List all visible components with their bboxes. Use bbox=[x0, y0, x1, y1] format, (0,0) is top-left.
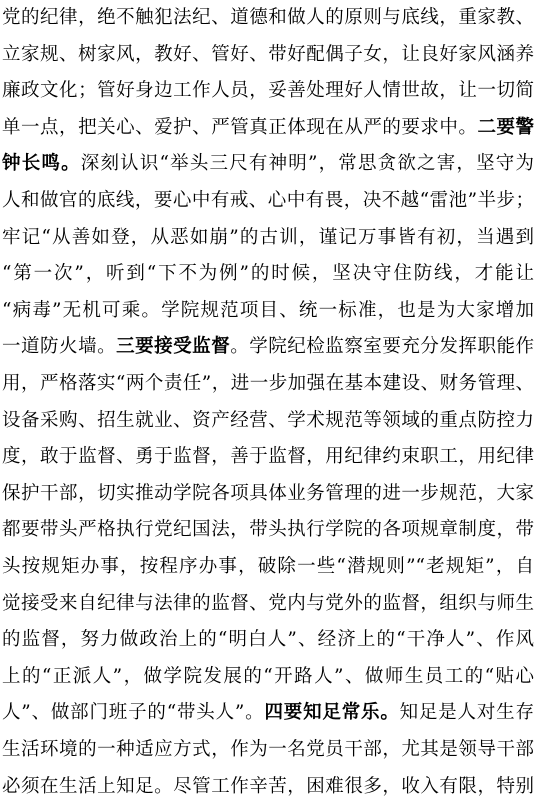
text-line bbox=[2, 0, 534, 36]
body-text: 的监督，努力做政治上的“明白人”、经济上的“干净人”、作风 bbox=[2, 629, 534, 651]
text-line bbox=[2, 403, 534, 439]
body-text: 人和做官的底线，要心中有戒、心中有畏，决不越“雷池”半步； bbox=[2, 190, 534, 211]
body-text: 头按规矩办事，按程序办事，破除一些“潜规则”“老规矩”，自 bbox=[2, 556, 534, 577]
text-line bbox=[2, 586, 534, 622]
body-text: 设备采购、招生就业、资产经营、学术规范等领域的重点防控力 bbox=[2, 409, 534, 431]
text-line bbox=[2, 183, 534, 219]
text-line bbox=[2, 622, 534, 658]
body-text: 。学院纪检监察室要充分发挥职能作 bbox=[230, 336, 534, 358]
body-text: 廉政文化；管好身边工作人员，妥善处理好人情世故，让一切简 bbox=[2, 80, 534, 102]
body-text: 党的纪律，绝不触犯法纪、道德和做人的原则与底线，重家教、 bbox=[2, 7, 534, 28]
text-line bbox=[2, 110, 534, 146]
text-line bbox=[2, 366, 534, 402]
text-line bbox=[2, 220, 534, 256]
body-text: 生活环境的一种适应方式，作为一名党员干部，尤其是领导干部 bbox=[2, 739, 534, 760]
text-line bbox=[2, 439, 534, 475]
bold-heading-phrase: 四要知足常乐。 bbox=[264, 702, 400, 724]
text-line bbox=[2, 293, 534, 329]
text-line bbox=[2, 329, 534, 365]
bold-heading-phrase: 二要警 bbox=[477, 116, 534, 138]
body-text: 单一点，把关心、爱护、严管真正体现在从严的要求中。 bbox=[2, 116, 478, 138]
body-text: 用，严格落实“两个责任”，进一步加强在基本建设、财务管理、 bbox=[2, 373, 534, 394]
body-text: 觉接受来自纪律与法律的监督、党内与党外的监督，组织与师生 bbox=[2, 592, 534, 614]
body-text: 保护干部，切实推动学院各项具体业务管理的进一步规范，大家 bbox=[2, 482, 534, 504]
text-line bbox=[2, 732, 534, 768]
body-text: 必须在生活上知足。尽管工作辛苦，困难很多，收入有限，特别 bbox=[2, 775, 534, 797]
text-line bbox=[2, 73, 534, 109]
text-line bbox=[2, 37, 534, 73]
bold-heading-phrase: 三要接受监督 bbox=[116, 336, 231, 358]
text-line bbox=[2, 512, 534, 548]
body-text: 都要带头严格执行党纪国法，带头执行学院的各项规章制度，带 bbox=[2, 519, 534, 541]
text-line bbox=[2, 256, 534, 292]
body-text: 知足是人对生存 bbox=[399, 702, 534, 724]
body-text: 一道防火墙。 bbox=[2, 336, 117, 358]
body-text: 牢记“从善如登，从恶如崩”的古训，谨记万事皆有初，当遇到 bbox=[2, 226, 534, 248]
body-text: “第一次”，听到“下不为例”的时候，坚决守住防线，才能让 bbox=[2, 263, 534, 285]
text-line bbox=[2, 476, 534, 512]
body-text: 深刻认识“举头三尺有神明”，常思贪欲之害，坚守为 bbox=[80, 153, 534, 175]
bold-heading-phrase: 钟长鸣。 bbox=[2, 153, 81, 175]
text-line bbox=[2, 549, 534, 585]
body-text: 上的“正派人”，做学院发展的“开路人”、做师生员工的“贴心 bbox=[2, 665, 534, 687]
text-line bbox=[2, 769, 534, 805]
text-line bbox=[2, 659, 534, 695]
text-line bbox=[2, 695, 534, 731]
body-text: 度，敢于监督、勇于监督，善于监督，用纪律约束职工，用纪律 bbox=[2, 446, 534, 468]
text-line bbox=[2, 146, 534, 182]
body-text: 人”、做部门班子的“带头人”。 bbox=[2, 702, 265, 724]
body-text: “病毒”无机可乘。学院规范项目、统一标准，也是为大家增加 bbox=[2, 299, 534, 321]
body-text: 立家规、树家风，教好、管好、带好配偶子女，让良好家风涵养 bbox=[2, 43, 534, 65]
